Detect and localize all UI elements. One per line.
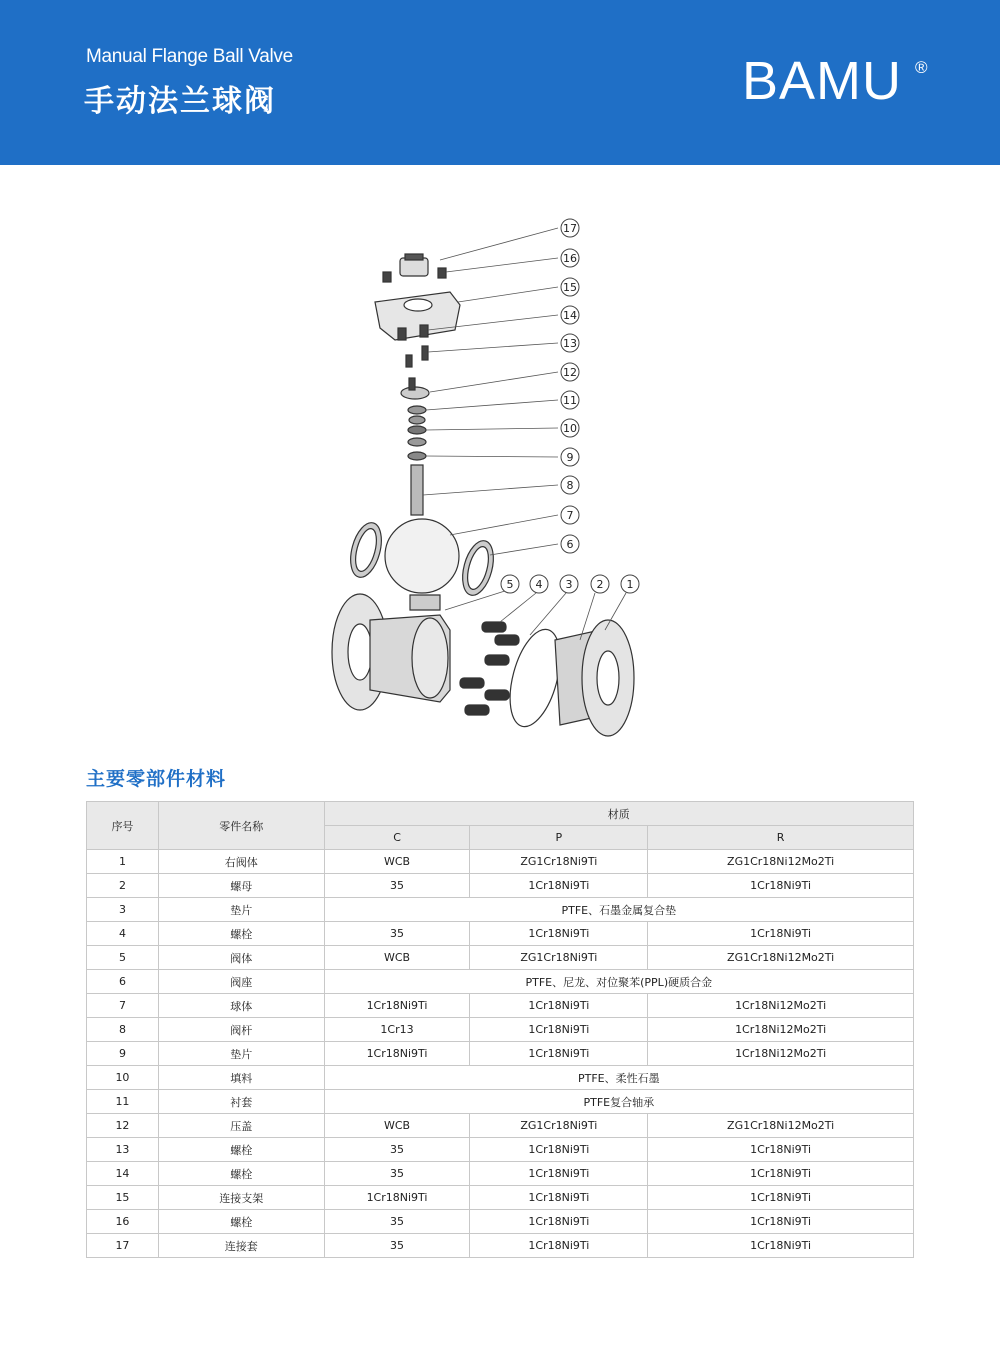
row-number-cell: 1 <box>87 850 159 874</box>
row-number-cell: 4 <box>87 922 159 946</box>
callout-15 <box>561 278 579 296</box>
material-r-cell: 1Cr18Ni9Ti <box>648 1234 914 1258</box>
material-c-cell: 35 <box>324 1234 470 1258</box>
callout-4 <box>530 575 548 593</box>
svg-text:12: 12 <box>563 366 577 379</box>
part-name-cell: 连接支架 <box>158 1186 324 1210</box>
material-p-cell: 1Cr18Ni9Ti <box>470 1138 648 1162</box>
part-name-cell: 垫片 <box>158 898 324 922</box>
row-number-cell: 15 <box>87 1186 159 1210</box>
material-p-cell: ZG1Cr18Ni9Ti <box>470 850 648 874</box>
svg-text:17: 17 <box>563 222 577 235</box>
header-material: 材质 <box>324 802 913 826</box>
part-name-cell: 螺栓 <box>158 1210 324 1234</box>
table-row <box>87 1018 914 1042</box>
header-part-name: 零件名称 <box>158 802 324 850</box>
title-english: Manual Flange Ball Valve <box>86 46 293 67</box>
svg-text:8: 8 <box>566 479 574 492</box>
material-c-cell: 35 <box>324 1210 470 1234</box>
material-c-cell: 35 <box>324 1138 470 1162</box>
table-row <box>87 994 914 1018</box>
material-r-cell: 1Cr18Ni12Mo2Ti <box>648 1018 914 1042</box>
callout-14 <box>561 306 579 324</box>
table-row <box>87 922 914 946</box>
material-p-cell: 1Cr18Ni9Ti <box>470 994 648 1018</box>
section-title: 主要零部件材料 <box>86 768 227 790</box>
header-seq: 序号 <box>87 802 159 850</box>
material-r-cell: 1Cr18Ni12Mo2Ti <box>648 994 914 1018</box>
part-name-cell: 压盖 <box>158 1114 324 1138</box>
material-r-cell: ZG1Cr18Ni12Mo2Ti <box>648 1114 914 1138</box>
part-name-cell: 球体 <box>158 994 324 1018</box>
brand-logo: BAMU <box>742 51 903 111</box>
material-r-cell: 1Cr18Ni9Ti <box>648 1138 914 1162</box>
callout-5 <box>501 575 519 593</box>
callout-2 <box>591 575 609 593</box>
material-merged-cell: PTFE、柔性石墨 <box>324 1066 913 1090</box>
material-c-cell: WCB <box>324 850 470 874</box>
row-number-cell: 10 <box>87 1066 159 1090</box>
material-r-cell: 1Cr18Ni9Ti <box>648 922 914 946</box>
material-p-cell: 1Cr18Ni9Ti <box>470 1018 648 1042</box>
header-grade-c: C <box>324 826 470 850</box>
material-p-cell: 1Cr18Ni9Ti <box>470 1210 648 1234</box>
material-r-cell: 1Cr18Ni9Ti <box>648 1210 914 1234</box>
part-name-cell: 螺栓 <box>158 1162 324 1186</box>
ball-part <box>385 519 459 593</box>
part-name-cell: 螺栓 <box>158 1138 324 1162</box>
row-number-cell: 13 <box>87 1138 159 1162</box>
material-c-cell: 1Cr18Ni9Ti <box>324 1042 470 1066</box>
material-c-cell: 35 <box>324 922 470 946</box>
material-c-cell: 1Cr18Ni9Ti <box>324 994 470 1018</box>
svg-text:11: 11 <box>563 394 577 407</box>
callout-8 <box>561 476 579 494</box>
material-r-cell: ZG1Cr18Ni12Mo2Ti <box>648 850 914 874</box>
material-c-cell: WCB <box>324 1114 470 1138</box>
table-row <box>87 1042 914 1066</box>
part-name-cell: 螺母 <box>158 874 324 898</box>
part-name-cell: 垫片 <box>158 1042 324 1066</box>
table-row <box>87 1162 914 1186</box>
row-number-cell: 3 <box>87 898 159 922</box>
material-p-cell: 1Cr18Ni9Ti <box>470 922 648 946</box>
svg-text:6: 6 <box>566 538 574 551</box>
callout-16 <box>561 249 579 267</box>
part-name-cell: 阀体 <box>158 946 324 970</box>
material-p-cell: ZG1Cr18Ni9Ti <box>470 946 648 970</box>
svg-text:16: 16 <box>563 252 577 265</box>
callout-11 <box>561 391 579 409</box>
row-number-cell: 2 <box>87 874 159 898</box>
material-r-cell: 1Cr18Ni12Mo2Ti <box>648 1042 914 1066</box>
material-merged-cell: PTFE复合轴承 <box>324 1090 913 1114</box>
row-number-cell: 6 <box>87 970 159 994</box>
table-row <box>87 1186 914 1210</box>
callout-6 <box>561 535 579 553</box>
table-row <box>87 1210 914 1234</box>
row-number-cell: 5 <box>87 946 159 970</box>
table-row <box>87 874 914 898</box>
svg-text:15: 15 <box>563 281 577 294</box>
svg-text:14: 14 <box>563 309 577 322</box>
table-row <box>87 1090 914 1114</box>
material-p-cell: 1Cr18Ni9Ti <box>470 1162 648 1186</box>
part-name-cell: 连接套 <box>158 1234 324 1258</box>
stem-part <box>411 465 423 515</box>
row-number-cell: 12 <box>87 1114 159 1138</box>
table-row <box>87 1234 914 1258</box>
row-number-cell: 17 <box>87 1234 159 1258</box>
part-name-cell: 阀座 <box>158 970 324 994</box>
exploded-valve-diagram <box>300 210 700 750</box>
table-row <box>87 970 914 994</box>
material-c-cell: WCB <box>324 946 470 970</box>
table-row <box>87 1066 914 1090</box>
callout-13 <box>561 334 579 352</box>
table-row <box>87 946 914 970</box>
part-name-cell: 填料 <box>158 1066 324 1090</box>
callout-3 <box>560 575 578 593</box>
title-chinese: 手动法兰球阀 <box>84 84 276 119</box>
material-c-cell: 35 <box>324 1162 470 1186</box>
row-number-cell: 8 <box>87 1018 159 1042</box>
material-r-cell: 1Cr18Ni9Ti <box>648 1162 914 1186</box>
svg-text:9: 9 <box>566 451 574 464</box>
part-name-cell: 阀杆 <box>158 1018 324 1042</box>
svg-text:4: 4 <box>535 578 543 591</box>
material-p-cell: 1Cr18Ni9Ti <box>470 1186 648 1210</box>
materials-table <box>86 801 914 1258</box>
callout-9 <box>561 448 579 466</box>
registered-mark: ® <box>915 58 928 77</box>
part-name-cell: 衬套 <box>158 1090 324 1114</box>
table-row <box>87 1114 914 1138</box>
svg-text:13: 13 <box>563 337 577 350</box>
header-grade-p: P <box>470 826 648 850</box>
material-c-cell: 35 <box>324 874 470 898</box>
table-row <box>87 898 914 922</box>
part-name-cell: 右阀体 <box>158 850 324 874</box>
material-r-cell: ZG1Cr18Ni12Mo2Ti <box>648 946 914 970</box>
row-number-cell: 9 <box>87 1042 159 1066</box>
callout-7 <box>561 506 579 524</box>
callout-12 <box>561 363 579 381</box>
material-merged-cell: PTFE、石墨金属复合垫 <box>324 898 913 922</box>
svg-text:2: 2 <box>596 578 604 591</box>
material-r-cell: 1Cr18Ni9Ti <box>648 1186 914 1210</box>
header-grade-r: R <box>648 826 914 850</box>
row-number-cell: 7 <box>87 994 159 1018</box>
row-number-cell: 14 <box>87 1162 159 1186</box>
material-c-cell: 1Cr18Ni9Ti <box>324 1186 470 1210</box>
row-number-cell: 16 <box>87 1210 159 1234</box>
svg-text:5: 5 <box>506 578 514 591</box>
material-r-cell: 1Cr18Ni9Ti <box>648 874 914 898</box>
material-p-cell: 1Cr18Ni9Ti <box>470 874 648 898</box>
material-p-cell: 1Cr18Ni9Ti <box>470 1234 648 1258</box>
svg-text:7: 7 <box>566 509 574 522</box>
material-c-cell: 1Cr13 <box>324 1018 470 1042</box>
svg-text:1: 1 <box>626 578 634 591</box>
callout-10 <box>561 419 579 437</box>
table-row <box>87 850 914 874</box>
coupling-sleeve-part <box>400 258 428 276</box>
material-p-cell: ZG1Cr18Ni9Ti <box>470 1114 648 1138</box>
callout-17 <box>561 219 579 237</box>
material-merged-cell: PTFE、尼龙、对位聚苯(PPL)硬质合金 <box>324 970 913 994</box>
svg-text:10: 10 <box>563 422 577 435</box>
svg-text:3: 3 <box>565 578 573 591</box>
callout-1 <box>621 575 639 593</box>
table-row <box>87 1138 914 1162</box>
material-p-cell: 1Cr18Ni9Ti <box>470 1042 648 1066</box>
part-name-cell: 螺栓 <box>158 922 324 946</box>
row-number-cell: 11 <box>87 1090 159 1114</box>
header-banner <box>0 0 1000 165</box>
